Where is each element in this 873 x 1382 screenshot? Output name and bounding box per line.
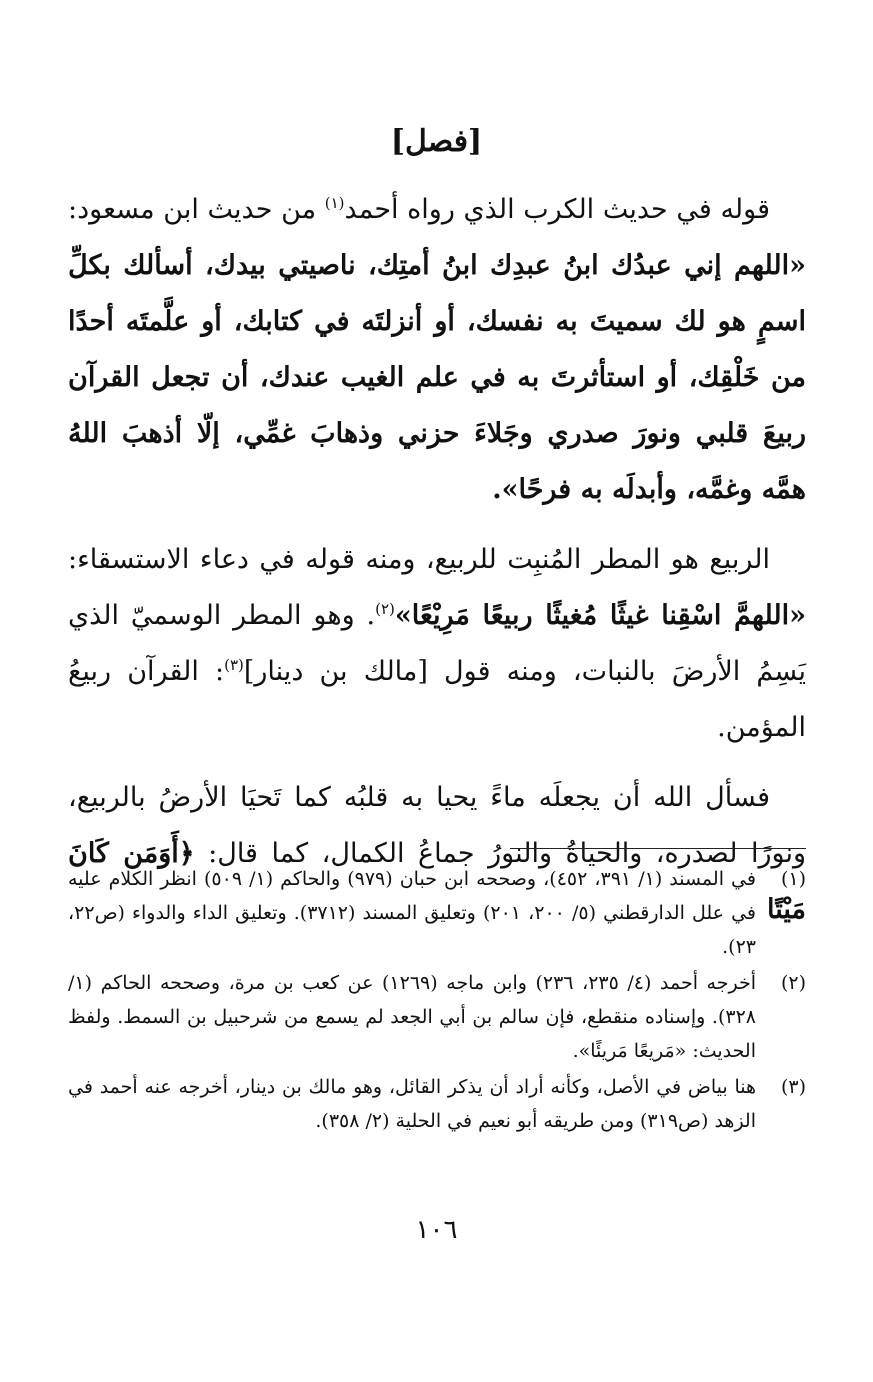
paragraph-lead-continued: من حديث ابن مسعود: xyxy=(68,194,325,225)
footnotes xyxy=(68,862,806,1140)
footnote-divider xyxy=(510,848,806,849)
paragraph-text-middle: . وهو المطر الوسميّ الذي يَسِمُ الأرضَ بالنبات، ومنه قول [مالك بن دينار] xyxy=(68,600,806,687)
footnote-item xyxy=(68,1070,806,1138)
paragraph-lead: قوله في حديث الكرب الذي رواه أحمد xyxy=(344,194,771,225)
footnote-item xyxy=(68,966,806,1068)
hadith-quote: «اللهم إني عبدُك ابنُ عبدِك ابنُ أمتِك، ناصيتي بيدك، أسألك بكلِّ اسمٍ هو لك سميتَ به نفسك، أو أنزلتَه في كتابك، أو علَّمتَه أحدًا من خَلْقِك، أو استأثرتَ به في علم الغيب عندك، أن تجعل القرآن ربيعَ قلبي ونورَ صدري وجَلاءَ حزني وذهابَ غمِّي، إلّا أذهبَ اللهُ همَّه وغمَّه، وأبدلَه به فرحًا». xyxy=(68,250,806,505)
footnote-text: في المسند (١/ ٣٩١، ٤٥٢)، وصححه ابن حبان (٩٧٩) والحاكم (١/ ٥٠٩) انظر الكلام عليه في علل الدارقطني (٥/ ٢٠٠، ٢٠١) وتعليق المسند (٣٧١٢). وتعليق الداء والدواء (ص٢٢، ٢٣). xyxy=(68,868,757,958)
footnote-item xyxy=(68,862,806,964)
paragraph-rabi xyxy=(68,532,806,756)
quran-verse: ﴿أَوَمَن كَانَ مَيْتًا xyxy=(68,838,806,925)
footnote-number: (١) xyxy=(780,868,806,890)
main-text xyxy=(68,182,806,952)
section-heading: [فصل] xyxy=(390,124,483,159)
paragraph-text: الربيع هو المطر المُنبِت للربيع، ومنه قوله في دعاء الاستسقاء: xyxy=(68,544,770,575)
footnote-ref-1: (١) xyxy=(324,194,345,212)
footnote-text: هنا بياض في الأصل، وكأنه أراد أن يذكر القائل، وهو مالك بن دينار، أخرجه عنه أحمد في الزهد (ص٣١٩) ومن طريقه أبو نعيم في الحلية (٢/ ٣٥٨). xyxy=(68,1076,756,1132)
paragraph-hadith xyxy=(68,182,806,518)
footnote-number: (٢) xyxy=(780,972,806,994)
page-number: ١٠٦ xyxy=(415,1215,458,1245)
paragraph-text: فسأل الله أن يجعلَه ماءً يحيا به قلبُه كما تَحيَا الأرضُ بالربيع، ونورًا لصدره، والحياةُ والنورُ جماعُ الكمال، كما قال: xyxy=(68,782,806,869)
footnote-ref-2: (٢) xyxy=(375,600,395,618)
dua-quote: «اللهمَّ اسْقِنا غيثًا مُغيثًا ربيعًا مَرِيْعًا» xyxy=(394,600,806,631)
paragraph-text-end: : القرآن ربيعُ المؤمن. xyxy=(68,656,806,743)
footnote-number: (٣) xyxy=(780,1076,806,1098)
footnote-text: أخرجه أحمد (٤/ ٢٣٥، ٢٣٦) وابن ماجه (١٢٦٩) عن كعب بن مرة، وصححه الحاكم (١/ ٣٢٨). وإسناده منقطع، فإن سالم بن أبي الجعد لم يسمع من شرحبيل بن السمط. ولفظ الحديث: «مَريعًا مَريئًا». xyxy=(68,972,756,1062)
footnote-ref-3: (٣) xyxy=(224,656,244,674)
